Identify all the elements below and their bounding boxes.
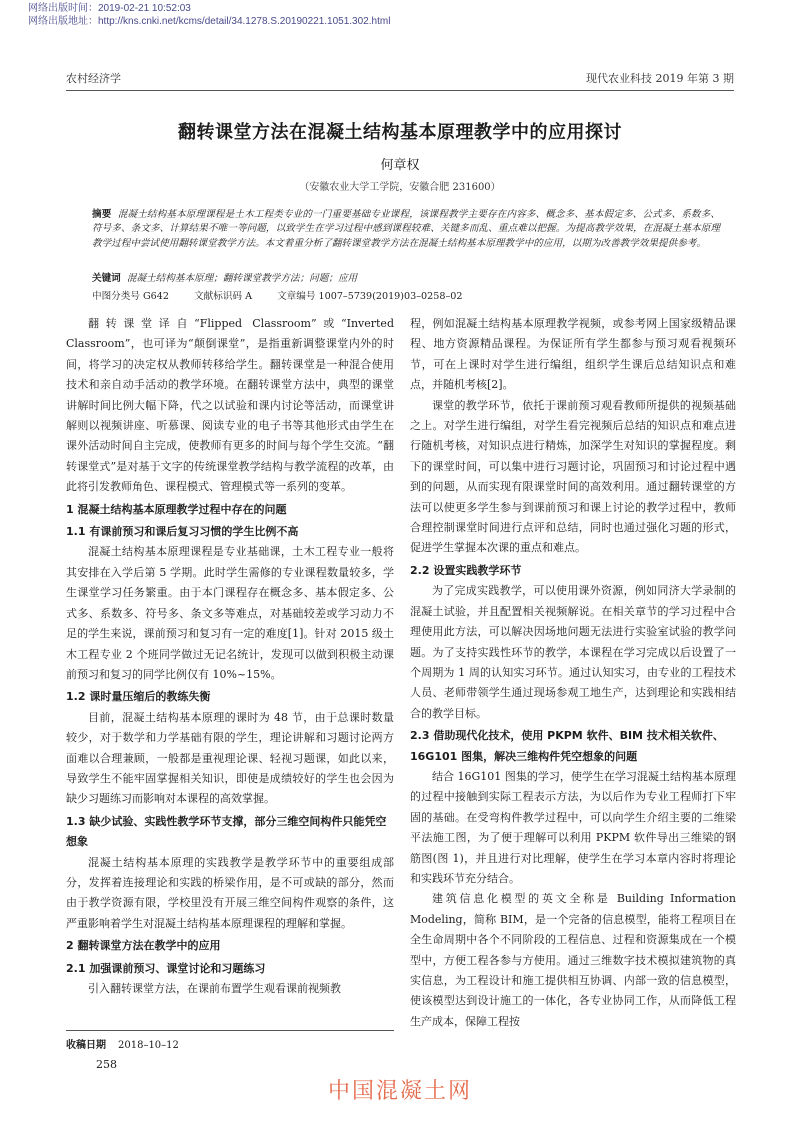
abstract <box>92 208 720 251</box>
article-number: 文章编号 1007–5739(2019)03–0258–02 <box>277 291 463 302</box>
clc-number: 中图分类号 G642 <box>92 291 169 302</box>
body-paragraph: 课堂的教学环节，依托于课前预习观看教师所提供的视频基础之上。对学生进行编组，对学生看完视频后总结的知识点和难点进行随机考核，对知识点进行精炼，加深学生对知识的掌握程度。剩下的课堂时间，可以集中进行习题讨论，巩固预习和讨论过程中遇到的问题，从而实现有限课堂时间的高效利用。通过翻转课堂的方法可以使更多学生参与到课前预习和课上讨论的教学过程中，教师合理控制课堂时间进行点评和总结，同时也通过强化习题的形式，促进学生掌握本次课的重点和难点。 <box>410 398 736 555</box>
body-paragraph: 结合 16G101 图集的学习，使学生在学习混凝土结构基本原理的过程中接触到实际工程表示方法，为以后作为专业工程师打下牢固的基础。在受弯构件教学过程中，可以向学生介绍主要的二维梁平法施工图，为了便于理解可以利用 PKPM 软件导出三维梁的钢筋图(图 1)，并且进行对比理解，使学生在学习本章内容时将理论和实践环节充分结合。 <box>410 769 736 885</box>
section-heading: 2.1 加强课前预习、课堂讨论和习题练习 <box>66 961 266 975</box>
running-head <box>66 70 734 86</box>
body-paragraph: 程，例如混凝土结构基本原理教学视频，或参考网上国家级精品课程、地方资源精品课程。为保证所有学生都参与预习观看视频环节，可在上课时对学生进行编组，组织学生课后总结知识点和难点，并随机考核[2]。 <box>410 317 736 392</box>
section-heading: 1.2 课时量压缩后的教练失衡 <box>66 690 211 704</box>
section-heading: 2 翻转课堂方法在教学中的应用 <box>66 939 221 953</box>
body-paragraph: 混凝土结构基本原理的实践教学是教学环节中的重要组成部分，发挥着连接理论和实践的桥梁作用，是不可或缺的部分，然而由于教学资源有限，学校里没有开展三维空间构件观察的条件，这严重影响着学生对混凝土结构基本原理课程的理解和掌握。 <box>66 855 394 930</box>
section-heading: 1 混凝土结构基本原理教学过程中存在的问题 <box>66 502 287 516</box>
cnki-publish-url[interactable]: 网络出版地址：http://kns.cnki.net/kcms/detail/34.1278.S.20190221.1051.302.html <box>28 16 391 27</box>
author: 何章权 <box>380 158 420 173</box>
page-number: 258 <box>96 1058 117 1071</box>
classification <box>92 288 720 302</box>
section-heading: 2.2 设置实践教学环节 <box>410 563 522 577</box>
footer-brand-watermark: 中国混凝土网 <box>327 1079 472 1104</box>
article-title: 翻转课堂方法在混凝土结构基本原理教学中的应用探讨 <box>178 122 622 143</box>
received-label: 收稿日期 <box>66 1040 106 1051</box>
abstract-text: 混凝土结构基本原理课程是土木工程类专业的一门重要基础专业课程，该课程教学主要存在内容多、概念多、基本假定多、公式多、系数多、符号多、条文多、计算结果不唯一等问题，以致学生在学习过程中感到课程较难、关键多而乱、重点难以把握。为提高教学效果，在混凝土基本原理教学过程中尝试使用翻转课堂教学方法。本文着重分析了翻转课堂教学方法在混凝土结构基本原理教学中的应用，以期为改善教学效果提供参考。 <box>92 209 720 249</box>
section-heading: 1.3 缺少试验、实践性教学环节支撑，部分三维空间构件只能凭空想象 <box>66 814 387 849</box>
running-head-left: 农村经济学 <box>66 72 121 85</box>
document-code: 文献标识码 A <box>194 291 253 302</box>
body-paragraph: 引入翻转课堂方法，在课前布置学生观看课前视频教 <box>88 982 341 995</box>
body-paragraph: 翻转课堂译自“Flipped Classroom”或“Inverted Classroom”，也可译为“颠倒课堂”，是指重新调整课堂内外的时间，将学习的决定权从教师转移给学生。翻转课堂是一种混合使用技术和亲自动手活动的教学环境。在翻转课堂方法中，典型的课堂讲解时间比例大幅下降，代之以试验和课内讨论等活动，而课堂讲解则以视频讲座、听慕课、阅读专业的电子书等其他形式由学生在课外活动时间自主完成，使教师有更多的时间与每个学生交流。“翻转课堂式”是对基于文字的传统课堂教学结构与教学流程的改革，由此将引发教师角色、课程模式、管理模式等一系列的变革。 <box>66 317 394 494</box>
body-paragraph: 目前，混凝土结构基本原理的课时为 48 节，由于总课时数量较少，对于数学和力学基础有限的学生，理论讲解和习题讨论两方面难以合理兼顾，一般都是重视理论课、轻视习题课，如此以来，导致学生不能牢固掌握相关知识，即使是成绩较好的学生也会因为缺少习题练习而影响对本课程的高效掌握。 <box>66 710 394 806</box>
keywords-label: 关键词 <box>92 273 121 284</box>
body-paragraph: 建筑信息化模型的英文全称是 Building Information Modeling，简称 BIM，是一个完备的信息模型，能将工程项目在全生命周期中各个不同阶段的工程信息、过程和资源集成在一个模型中，方便工程各参与方使用。通过三维数字技术模拟建筑物的真实信息，为工程设计和施工提供相互协调、内部一致的信息模型，使该模型达到设计施工的一体化，各专业协同工作，从而降低工程生产成本，保障工程按 <box>410 892 736 1028</box>
received-value: 2018–10–12 <box>118 1040 179 1051</box>
keywords <box>92 270 720 284</box>
running-head-right: 现代农业科技 2019 年第 3 期 <box>586 72 734 85</box>
keywords-text: 混凝土结构基本原理；翻转课堂教学方法；问题；应用 <box>126 273 358 284</box>
body-paragraph: 混凝土结构基本原理课程是专业基础课，土木工程专业一般将其安排在入学后第 5 学期。此时学生需修的专业课程数量较多，学生课堂学习任务繁重。由于本门课程存在概念多、基本假定多、公式多、系数多、符号多、条文多等难点，对基础较差或学习动力不足的学生来说，课前预习和复习有一定的难度[1]。针对 2015 级土木工程专业 2 个班同学做过无记名统计，发现可以做到积极主动课前预习和复习的同学比例仅有 10%~15%。 <box>66 545 394 681</box>
section-heading: 2.3 借助现代化技术，使用 PKPM 软件、BIM 技术相关软件、16G101 图集，解决三维构件凭空想象的问题 <box>410 729 724 763</box>
body-paragraph: 为了完成实践教学，可以使用课外资源，例如同济大学录制的混凝土试验，并且配置相关视频解说。在相关章节的学习过程中合理使用此方法，可以解决因场地问题无法进行实验室试验的教学问题。为了支持实践性环节的教学，本课程在学习完成以后设置了一个周期为 1 周的认知实习环节。通过认知实习，由专业的工程技术人员、老师带领学生通过现场参观工地生产，达到理论和实践相结合的教学目标。 <box>410 584 736 720</box>
affiliation: （安徽农业大学工学院，安徽合肥 231600） <box>299 182 501 193</box>
footnote-rule <box>66 1030 394 1031</box>
cnki-publish-time: 网络出版时间：2019-02-21 10:52:03 <box>28 3 191 14</box>
right-column <box>410 314 736 1032</box>
section-heading: 1.1 有课前预习和课后复习习惯的学生比例不高 <box>66 525 299 539</box>
abstract-label: 摘要 <box>92 209 112 220</box>
left-column <box>66 314 394 999</box>
received-date <box>66 1036 179 1051</box>
header-rule <box>66 90 734 91</box>
